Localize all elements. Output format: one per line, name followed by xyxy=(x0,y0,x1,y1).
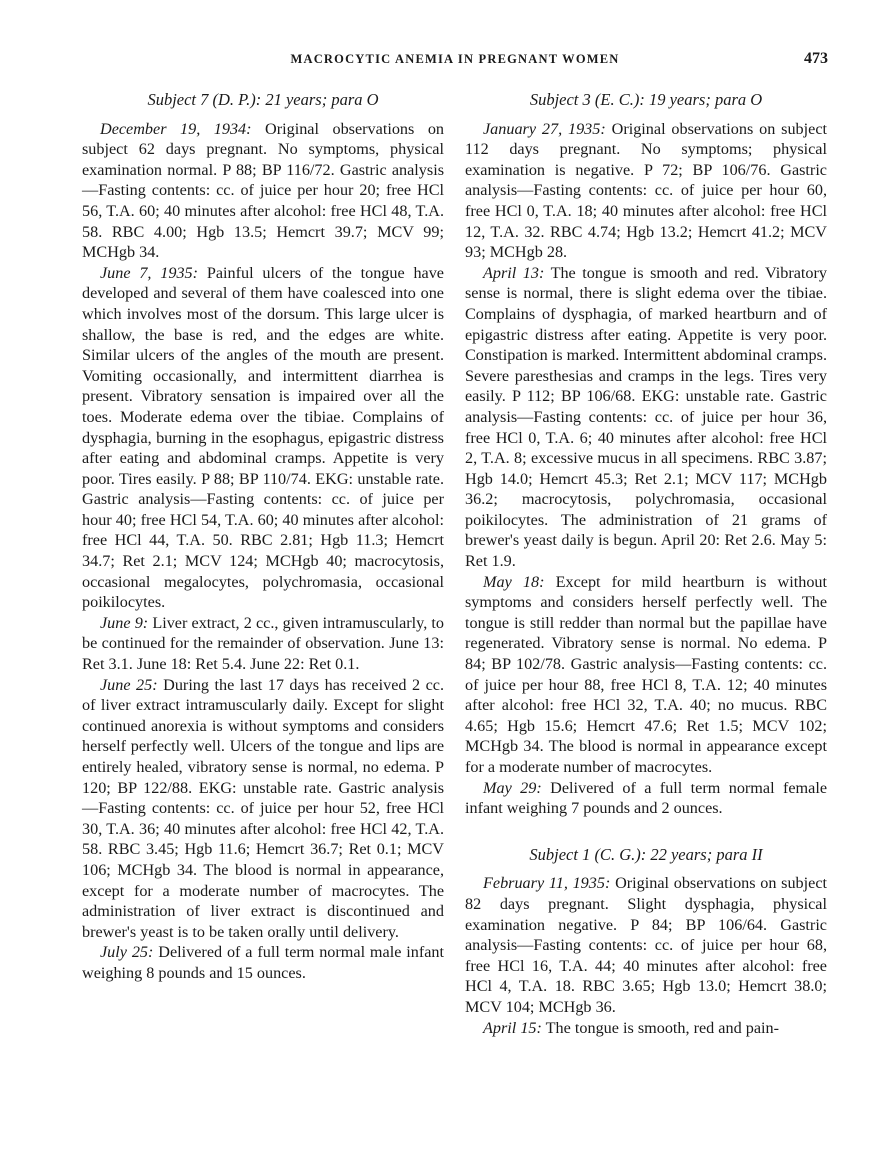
subject-1-heading: Subject 1 (C. G.): 22 years; para II xyxy=(529,844,763,864)
entry-text: Original observations on subject 62 days pregnant. No symptoms, physical examination normal. P 88; BP 116/72. Gastric analysis—Fasting contents: cc. of juice per hour 20; free HCl 56, T.A. 60; 40 minutes after alcohol: free HCl 48, T.A. 58. RBC 4.00; Hgb 13.5; Hemcrt 39.7; MCV 99; MCHgb 34. xyxy=(82,119,445,262)
entry-text: The tongue is smooth, red and pain- xyxy=(545,1018,779,1037)
right-column xyxy=(465,90,827,1038)
entry-text: The tongue is smooth and red. Vibratory sense is normal, there is slight edema over the tibiae. Complains of dysphagia, of marked heartburn and of epigastric distress after eating. Appetite is very poor. Constipation is marked. Intermittent abdominal cramps. Severe paresthesias and cramps in the legs. Tires very easily. P 112; BP 106/68. EKG: unstable rate. Gastric analysis—Fasting contents: cc. of juice per hour 36, free HCl 0, T.A. 6; 40 minutes after alcohol: free HCl 2, T.A. 8; excessive mucus in all specimens. RBC 3.87; Hgb 14.0; Hemcrt 45.3; Ret 2.1; MCV 117; MCHgb 36.2; macrocytosis, polychromasia, occasional poikilocytes. The administration of 21 grams of brewer's yeast daily is begun. April 20: Ret 2.6. May 5: Ret 1.9. xyxy=(465,263,827,571)
case-entry xyxy=(465,119,827,263)
entry-date: February 11, 1935: xyxy=(483,874,611,893)
case-entry xyxy=(465,263,827,572)
entry-date: June 25: xyxy=(100,675,158,694)
subject-7-heading: Subject 7 (D. P.): 21 years; para O xyxy=(147,90,379,109)
case-entry xyxy=(82,613,444,675)
entry-text: Except for mild heartburn is without symptoms and considers herself perfectly well. The tongue is still redder than normal but the papillae have regenerated. Vibratory sense is normal. No edema. P 84; BP 102/78. Gastric analysis—Fasting contents: cc. of juice per hour 88, free HCl 8, T.A. 12; 40 minutes after alcohol: free HCl 32, T.A. 40; no mucus. RBC 4.65; Hgb 15.6; Hemcrt 47.6; Ret 1.5; MCV 102; MCHgb 34. The blood is normal in appearance except for a moderate number of macrocytes. xyxy=(465,572,827,776)
entry-date: April 13: xyxy=(483,263,545,282)
case-entry xyxy=(82,942,444,983)
entry-text: Delivered of a full term normal male infant weighing 8 pounds and 15 ounces. xyxy=(82,943,445,982)
left-column xyxy=(82,90,444,984)
entry-date: May 18: xyxy=(483,572,545,591)
entry-date: January 27, 1935: xyxy=(483,119,606,138)
case-entry xyxy=(82,675,444,943)
entry-date: May 29: xyxy=(483,778,542,797)
entry-text: During the last 17 days has received 2 cc. of liver extract intramuscularly daily. Except for slight continued anorexia is without symptoms and considers herself perfectly well. Ulcers of the tongue and lips are entirely healed, vibratory sense is normal, no edema. P 120; BP 122/88. EKG: unstable rate. Gastric analysis —Fasting contents: cc. of juice per hour 52, free HCl 30, T.A. 36; 40 minutes after alcohol: free HCl 42, T.A. 58. RBC 3.45; Hgb 11.6; Hemcrt 36.7; Ret 0.1; MCV 106; MCHgb 34. The blood is normal in appearance, except for a moderate number of macrocytes. The administration of liver extract is discontinued and brewer's yeast is to be taken orally until delivery. xyxy=(82,675,444,941)
entry-date: June 7, 1935: xyxy=(100,263,199,282)
entry-text: Original observations on subject 112 days pregnant. No symptoms; physical examination is negative. P 72; BP 106/76. Gastric analysis—Fasting contents: cc. of juice per hour 60, free HCl 0, T.A. 18; 40 minutes after alcohol: free HCl 12, T.A. 32. RBC 4.74; Hgb 13.2; Hemcrt 41.2; MCV 93; MCHgb 28. xyxy=(465,119,828,262)
entry-text: Delivered of a full term normal female infant weighing 7 pounds and 2 ounces. xyxy=(465,778,828,818)
case-entry xyxy=(82,119,444,263)
case-entry xyxy=(465,1018,827,1039)
page-number: 473 xyxy=(804,50,828,67)
case-entry xyxy=(465,873,827,1017)
entry-text: Original observations on subject 82 days pregnant. Slight dysphagia, physical examination negative. P 84; BP 106/64. Gastric analysis—Fasting contents: cc. of juice per hour 68, free HCl 16, T.A. 44; 40 minutes after alcohol: free HCl 4, T.A. 18. RBC 3.65; Hgb 13.0; Hemcrt 38.0; MCV 104; MCHgb 36. xyxy=(465,874,828,1016)
page-header xyxy=(82,52,828,76)
entry-date: June 9: xyxy=(100,613,149,632)
entry-text: Liver extract, 2 cc., given intramuscularly, to be continued for the remainder of observation. June 13: Ret 3.1. June 18: Ret 5.4. June 22: Ret 0.1. xyxy=(82,613,444,674)
subject-3-heading: Subject 3 (E. C.): 19 years; para O xyxy=(529,90,763,109)
entry-date: April 15: xyxy=(483,1018,542,1037)
case-entry xyxy=(465,572,827,778)
case-entry xyxy=(465,778,827,819)
running-title: MACROCYTIC ANEMIA IN PREGNANT WOMEN xyxy=(290,52,620,66)
entry-date: December 19, 1934: xyxy=(100,119,252,138)
entry-date: July 25: xyxy=(100,943,154,962)
case-entry xyxy=(82,263,444,613)
entry-text: Painful ulcers of the tongue have developed and several of them have coalesced into one which involves most of the dorsum. This large ulcer is shallow, the base is red, and the edges are white. Similar ulcers of the angles of the mouth are present. Vomiting occasionally, and intermittent diarrhea is present. Vibratory sensation is impaired over all the toes. Moderate edema over the tibiae. Complains of dysphagia, burning in the esophagus, epigastric distress after eating and abdominal cramps. Appetite is very poor. Tires easily. P 88; BP 110/74. EKG: unstable rate. Gastric analysis—Fasting contents: cc. of juice per hour 40; free HCl 54, T.A. 60; 40 minutes after alcohol: free HCl 44, T.A. 50. RBC 2.81; Hgb 11.3; Hemcrt 34.7; Ret 2.1; MCV 124; MCHgb 40; macrocytosis, occasional megalocytes, polychromasia, occasional poikilocytes. xyxy=(82,263,444,612)
